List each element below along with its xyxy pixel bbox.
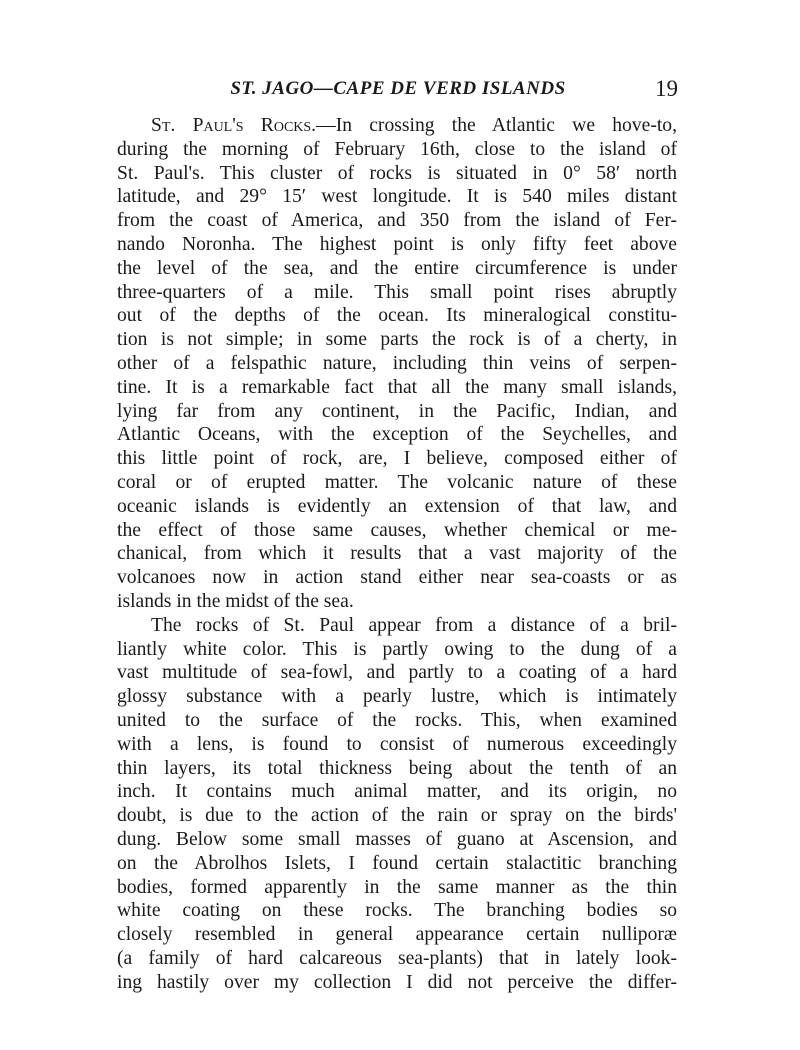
text-line: nando Noronha. The highest point is only fifty feet above xyxy=(117,233,677,255)
text-line: tine. It is a remarkable fact that all the many small islands, xyxy=(117,376,677,398)
text-line: volcanoes now in action stand either near sea-coasts or as xyxy=(117,567,677,589)
text-line: bodies, formed apparently in the same manner as the thin xyxy=(117,876,677,898)
text-line-content: —In crossing the Atlantic we hove-to, xyxy=(316,115,677,136)
text-line: oceanic islands is evidently an extension of that law, and xyxy=(117,495,677,517)
text-line: with a lens, is found to consist of numerous exceedingly xyxy=(117,733,677,755)
text-line: St. Paul's. This cluster of rocks is situated in 0° 58′ north xyxy=(117,162,677,184)
text-line: Atlantic Oceans, with the exception of the Seychelles, and xyxy=(117,424,677,446)
text-line: thin layers, its total thickness being about the tenth of an xyxy=(117,757,677,779)
page-header xyxy=(118,76,678,106)
text-line: islands in the midst of the sea. xyxy=(117,590,354,612)
text-line: during the morning of February 16th, close to the island of xyxy=(117,138,677,160)
text-line: ing hastily over my collection I did not perceive the differ- xyxy=(117,971,677,993)
text-line: united to the surface of the rocks. This, when examined xyxy=(117,709,677,731)
text-line: the effect of those same causes, whether chemical or me- xyxy=(117,519,677,541)
text-line: The rocks of St. Paul appear from a distance of a bril- xyxy=(151,614,677,636)
text-line: coral or of erupted matter. The volcanic nature of these xyxy=(117,471,677,493)
page-number: 19 xyxy=(655,76,678,101)
text-line xyxy=(117,114,677,138)
text-line: out of the depths of the ocean. Its mineralogical constitu- xyxy=(117,305,677,327)
text-line: (a family of hard calcareous sea-plants) that in lately look- xyxy=(117,947,677,969)
text-line: the level of the sea, and the entire circumference is under xyxy=(117,257,677,279)
text-line: doubt, is due to the action of the rain or spray on the birds' xyxy=(117,805,677,827)
text-line: three-quarters of a mile. This small point rises abruptly xyxy=(117,281,677,303)
text-line: glossy substance with a pearly lustre, which is intimately xyxy=(117,686,677,708)
text-line: other of a felspathic nature, including thin veins of serpen- xyxy=(117,352,677,374)
text-line: this little point of rock, are, I believe, composed either of xyxy=(117,448,677,470)
text-line: inch. It contains much animal matter, and its origin, no xyxy=(117,781,677,803)
text-line: tion is not simple; in some parts the rock is of a cherty, in xyxy=(117,329,677,351)
text-line: latitude, and 29° 15′ west longitude. It is 540 miles distant xyxy=(117,186,677,208)
text-line: liantly white color. This is partly owing to the dung of a xyxy=(117,638,677,660)
text-line: vast multitude of sea-fowl, and partly to a coating of a hard xyxy=(117,662,677,684)
text-line: lying far from any continent, in the Pacific, Indian, and xyxy=(117,400,677,422)
text-line: dung. Below some small masses of guano at Ascension, and xyxy=(117,828,677,850)
text-line: white coating on these rocks. The branching bodies so xyxy=(117,900,677,922)
running-head: ST. JAGO—CAPE DE VERD ISLANDS xyxy=(230,78,566,99)
text-line: closely resembled in general appearance certain nulliporæ xyxy=(117,924,677,946)
body-text xyxy=(117,114,677,994)
text-line: from the coast of America, and 350 from the island of Fer- xyxy=(117,210,677,232)
text-line: on the Abrolhos Islets, I found certain stalactitic branching xyxy=(117,852,677,874)
section-heading: St. Paul's Rocks. xyxy=(151,115,317,136)
text-line: chanical, from which it results that a vast majority of the xyxy=(117,543,677,565)
